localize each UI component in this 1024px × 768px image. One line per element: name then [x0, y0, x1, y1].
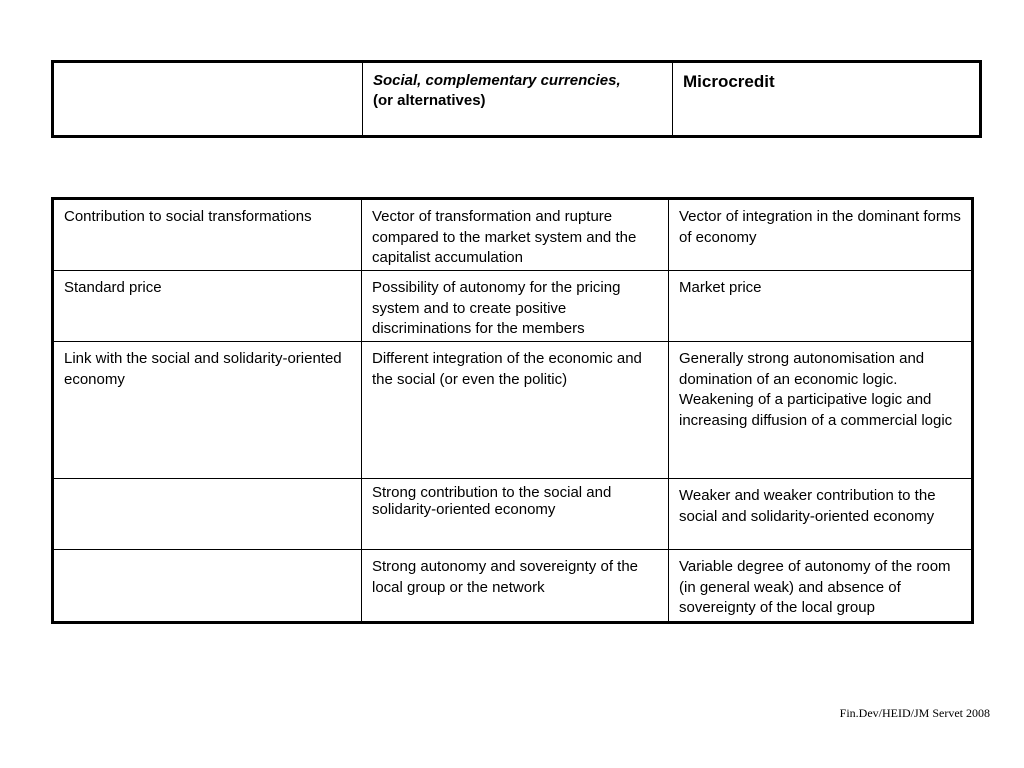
currencies-cell: Strong contribution to the social and solidarity-oriented economy	[362, 479, 669, 550]
header-currencies-subtitle: (or alternatives)	[373, 92, 486, 109]
header-currencies-title: Social, complementary currencies,	[373, 72, 621, 89]
microcredit-cell: Variable degree of autonomy of the room (in general weak) and absence of sovereignty of the local group	[679, 558, 951, 616]
microcredit-cell: Vector of integration in the dominant forms of economy	[669, 200, 971, 271]
criterion-cell: Standard price	[54, 271, 362, 342]
currencies-cell: Vector of transformation and rupture compared to the market system and the capitalist accumulation	[362, 200, 669, 271]
currencies-cell: Strong autonomy and sovereignty of the local group or the network	[362, 550, 669, 623]
header-table	[51, 60, 982, 138]
criterion-cell	[54, 479, 362, 550]
criterion-cell: Contribution to social transformations	[54, 200, 362, 271]
footer-credit: Fin.Dev/HEID/JM Servet 2008	[839, 706, 990, 720]
microcredit-cell: Weaker and weaker contribution to the social and solidarity-oriented economy	[669, 479, 971, 550]
header-microcredit-cell: Microcredit	[683, 72, 775, 91]
comparison-table	[51, 197, 974, 624]
header-empty-cell	[54, 63, 363, 135]
criterion-cell	[54, 550, 362, 623]
currencies-cell: Different integration of the economic and the social (or even the politic)	[362, 342, 669, 479]
criterion-cell: Link with the social and solidarity-oriented economy	[54, 342, 362, 479]
microcredit-cell: Market price	[669, 271, 971, 342]
currencies-cell: Possibility of autonomy for the pricing system and to create positive discriminations for the members	[362, 271, 669, 342]
microcredit-cell: Generally strong autonomisation and domination of an economic logic. Weakening of a participative logic and increasing diffusion of a commercial logic	[669, 342, 971, 479]
header-currencies-cell	[363, 63, 673, 135]
